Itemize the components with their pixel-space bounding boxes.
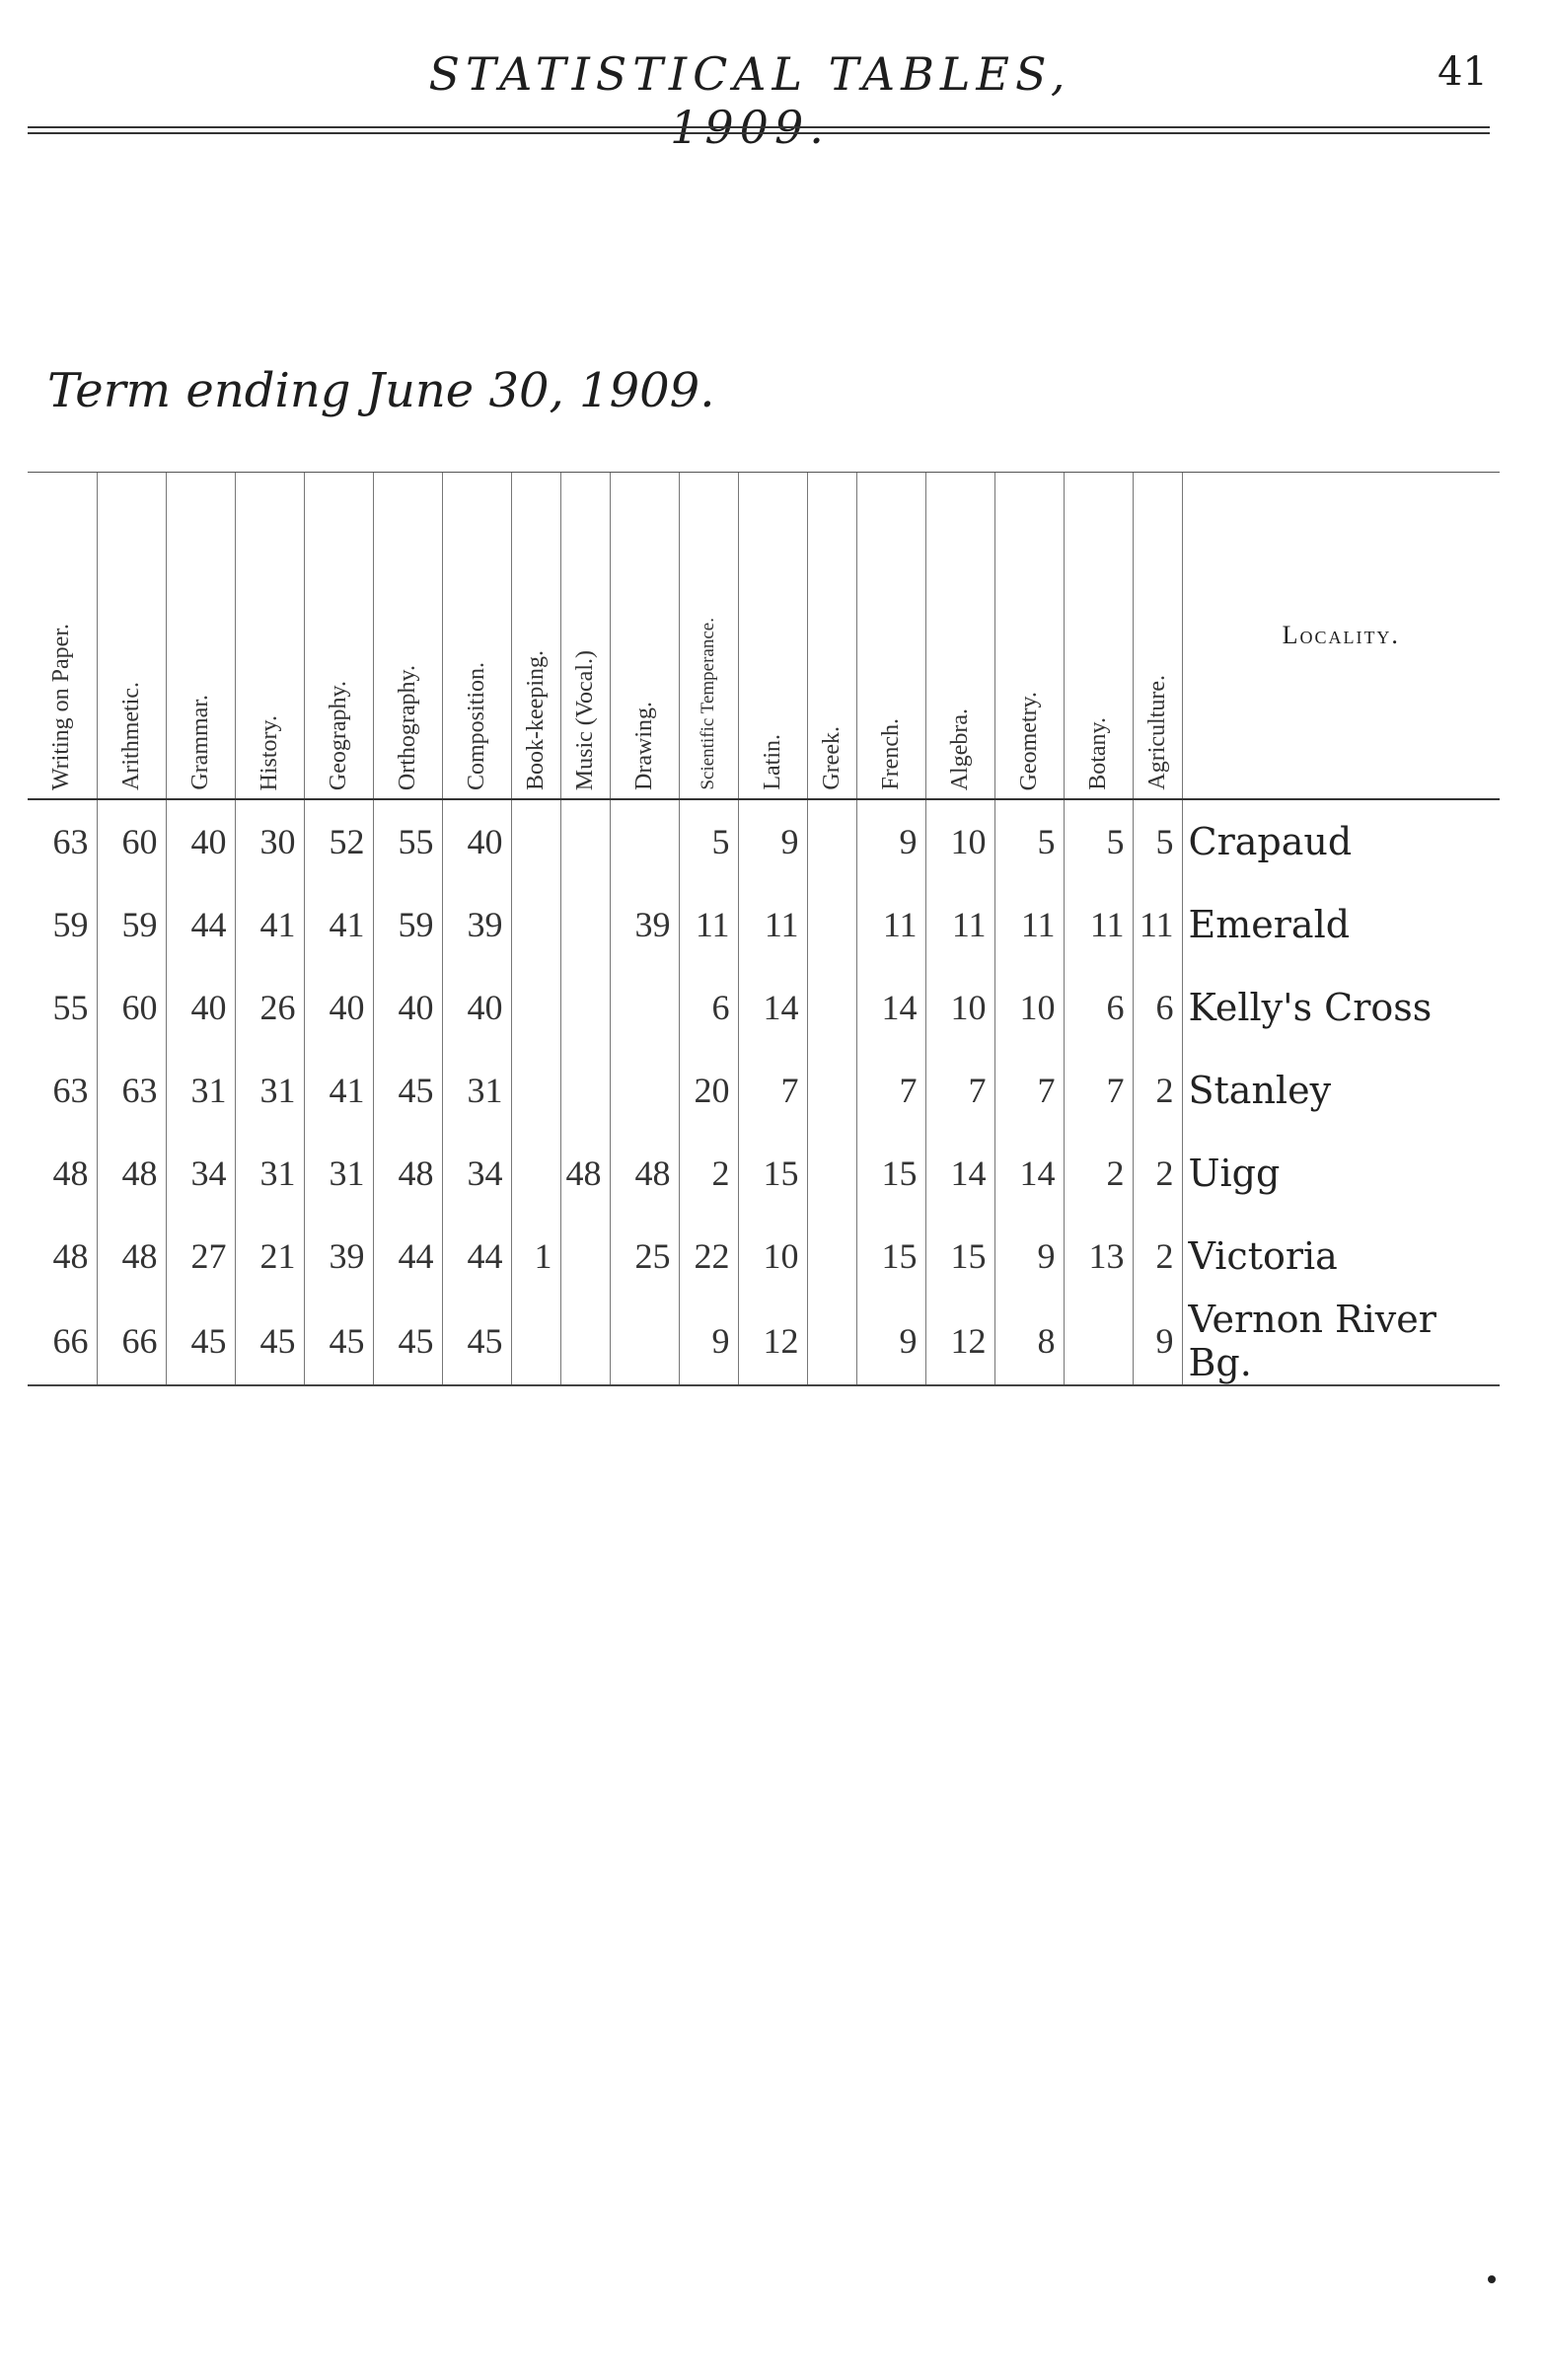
table-cell: 10 (925, 966, 994, 1049)
column-header-label: Drawing. (630, 702, 657, 790)
column-header (304, 473, 373, 800)
table-cell: 48 (52, 1153, 89, 1193)
statistics-table (28, 472, 1500, 1386)
table-cell: 25 (610, 1215, 679, 1298)
column-header (1133, 473, 1182, 800)
table-cell: 66 (97, 1298, 166, 1385)
table-cell: 31 (304, 1132, 373, 1215)
term-caption: Term ending June 30, 1909. (47, 363, 715, 418)
table-cell (610, 1049, 679, 1132)
table-header-row (28, 473, 1500, 800)
table-cell: 22 (679, 1215, 738, 1298)
table-cell: 40 (373, 966, 442, 1049)
table-cell: 27 (166, 1215, 235, 1298)
table-cell: 39 (304, 1215, 373, 1298)
table-cell (560, 1298, 610, 1385)
column-header (511, 473, 560, 800)
table-cell: 9 (1133, 1298, 1182, 1385)
table-cell: 60 (97, 966, 166, 1049)
table-cell (807, 966, 856, 1049)
table-cell: 11 (738, 883, 807, 966)
column-header (97, 473, 166, 800)
table-cell (807, 1132, 856, 1215)
table-cell: 39 (442, 883, 511, 966)
column-header (925, 473, 994, 800)
table-cell: 11 (856, 883, 925, 966)
table-cell: 12 (738, 1298, 807, 1385)
table-cell: 45 (166, 1298, 235, 1385)
column-header-label: Agriculture. (1143, 675, 1170, 790)
column-header-label: Algebra. (946, 707, 973, 790)
column-header-label: Latin. (759, 734, 785, 790)
table-cell: 45 (373, 1049, 442, 1132)
table-row (28, 1298, 1500, 1385)
table-cell: 34 (166, 1132, 235, 1215)
locality-header: Locality. (1182, 473, 1500, 800)
table-cell: 34 (442, 1132, 511, 1215)
table-cell: 44 (166, 883, 235, 966)
table-cell: 14 (994, 1132, 1064, 1215)
column-header-label: Orthography. (394, 664, 420, 790)
table-cell: 2 (679, 1132, 738, 1215)
table-cell: 2 (1064, 1132, 1133, 1215)
table-cell: 40 (166, 799, 235, 883)
table-cell: 15 (856, 1132, 925, 1215)
column-header-label: Composition. (463, 661, 489, 790)
table-cell: 41 (304, 883, 373, 966)
table-cell (807, 1215, 856, 1298)
table-cell: 9 (679, 1298, 738, 1385)
column-header (738, 473, 807, 800)
column-header-label: Music (Vocal.) (571, 649, 598, 790)
table-cell: 5 (679, 799, 738, 883)
table-cell: 14 (856, 966, 925, 1049)
table-cell: 59 (373, 883, 442, 966)
header-rule (28, 126, 1490, 128)
table-cell: 11 (994, 883, 1064, 966)
table-cell: 11 (1064, 883, 1133, 966)
column-header-label: Arithmetic. (117, 682, 144, 790)
table-cell: 55 (52, 988, 89, 1027)
table-cell: 48 (560, 1132, 610, 1215)
table-cell: 60 (97, 799, 166, 883)
table-cell: 20 (679, 1049, 738, 1132)
table-cell: 39 (610, 883, 679, 966)
table-cell: 59 (52, 905, 89, 944)
table-cell: 48 (97, 1215, 166, 1298)
table-cell: 14 (738, 966, 807, 1049)
column-header (856, 473, 925, 800)
table-cell: 41 (304, 1049, 373, 1132)
column-header-label: Book-keeping. (522, 650, 549, 790)
column-header (679, 473, 738, 800)
table-cell: 5 (994, 799, 1064, 883)
table-cell: 7 (1064, 1049, 1133, 1132)
table-cell: 2 (1133, 1132, 1182, 1215)
table-body (28, 799, 1500, 1385)
table-cell (807, 799, 856, 883)
table-cell: 48 (97, 1132, 166, 1215)
table-cell: 31 (235, 1132, 304, 1215)
table-cell: 10 (925, 799, 994, 883)
table-cell: 10 (994, 966, 1064, 1049)
table-cell (560, 883, 610, 966)
table-cell: 10 (738, 1215, 807, 1298)
table-row (28, 966, 1500, 1049)
column-header-label: Greek. (818, 726, 845, 790)
table-cell: 9 (856, 799, 925, 883)
table-cell (610, 966, 679, 1049)
table-cell: 40 (442, 966, 511, 1049)
table-cell (511, 799, 560, 883)
header-rule-secondary (28, 132, 1490, 134)
locality-cell: Stanley (1182, 1049, 1500, 1132)
column-header (373, 473, 442, 800)
table-cell: 6 (1133, 966, 1182, 1049)
table-cell: 45 (235, 1298, 304, 1385)
locality-cell: Crapaud (1182, 799, 1500, 883)
table-cell: 7 (994, 1049, 1064, 1132)
table-cell: 7 (856, 1049, 925, 1132)
column-header-label: History. (256, 714, 282, 790)
table-row (28, 1049, 1500, 1132)
table-cell: 44 (442, 1215, 511, 1298)
table-cell: 9 (738, 799, 807, 883)
table-cell: 59 (97, 883, 166, 966)
table-cell: 31 (442, 1049, 511, 1132)
locality-cell: Uigg (1182, 1132, 1500, 1215)
table-cell: 45 (442, 1298, 511, 1385)
locality-cell: Kelly's Cross (1182, 966, 1500, 1049)
column-header-label: Botany. (1084, 717, 1111, 790)
table-cell: 5 (1064, 799, 1133, 883)
table-cell: 7 (738, 1049, 807, 1132)
table-cell: 1 (511, 1215, 560, 1298)
table-cell: 63 (52, 822, 89, 861)
table-cell: 45 (304, 1298, 373, 1385)
table-cell: 15 (738, 1132, 807, 1215)
table-cell: 63 (52, 1071, 89, 1110)
table-cell (511, 966, 560, 1049)
locality-cell: Vernon River Bg. (1182, 1298, 1500, 1385)
table-cell: 48 (610, 1132, 679, 1215)
table-cell: 52 (304, 799, 373, 883)
table-cell (610, 1298, 679, 1385)
table-cell: 63 (97, 1049, 166, 1132)
locality-cell: Emerald (1182, 883, 1500, 966)
table-cell: 21 (235, 1215, 304, 1298)
table-cell: 15 (856, 1215, 925, 1298)
locality-cell: Victoria (1182, 1215, 1500, 1298)
table-cell: 26 (235, 966, 304, 1049)
table-cell: 41 (235, 883, 304, 966)
table-cell: 48 (373, 1132, 442, 1215)
table-cell: 40 (442, 799, 511, 883)
column-header-label: Writing on Paper. (48, 623, 75, 790)
table-row (28, 883, 1500, 966)
table-cell: 12 (925, 1298, 994, 1385)
column-header-label: Geometry. (1015, 691, 1042, 790)
table-cell: 45 (373, 1298, 442, 1385)
column-header (166, 473, 235, 800)
table-cell: 66 (28, 1298, 97, 1385)
table-cell: 5 (1133, 799, 1182, 883)
table-cell: 7 (925, 1049, 994, 1132)
table-cell: 6 (1064, 966, 1133, 1049)
table-cell (560, 1049, 610, 1132)
table-row (28, 1215, 1500, 1298)
table-cell (1064, 1298, 1133, 1385)
table-cell (807, 883, 856, 966)
column-header (235, 473, 304, 800)
table-cell: 31 (166, 1049, 235, 1132)
column-header (442, 473, 511, 800)
table-cell: 40 (166, 966, 235, 1049)
table-cell (560, 1215, 610, 1298)
table-cell: 11 (679, 883, 738, 966)
column-header (28, 473, 97, 800)
table-cell: 9 (994, 1215, 1064, 1298)
table-cell: 30 (235, 799, 304, 883)
table-cell: 8 (994, 1298, 1064, 1385)
table-cell: 31 (235, 1049, 304, 1132)
table-row (28, 799, 1500, 883)
table-cell (610, 799, 679, 883)
table-cell: 15 (925, 1215, 994, 1298)
ink-dot (1488, 2275, 1496, 2283)
table-cell: 48 (52, 1236, 89, 1276)
table-cell (511, 883, 560, 966)
column-header-label: Geography. (325, 680, 351, 790)
table-cell: 40 (304, 966, 373, 1049)
table-cell (807, 1049, 856, 1132)
table-cell (560, 966, 610, 1049)
table-cell: 6 (679, 966, 738, 1049)
table-cell: 14 (925, 1132, 994, 1215)
table-row (28, 1132, 1500, 1215)
table-cell: 2 (1133, 1049, 1182, 1132)
table-cell: 13 (1064, 1215, 1133, 1298)
table-cell: 55 (373, 799, 442, 883)
table-cell (511, 1298, 560, 1385)
page-header-title: STATISTICAL TABLES, 1909. (428, 47, 1071, 154)
page-number: 41 (1437, 49, 1488, 95)
column-header-label: Grammar. (186, 695, 213, 790)
table-cell: 2 (1133, 1215, 1182, 1298)
table-cell (511, 1132, 560, 1215)
column-header-label: French. (877, 718, 904, 790)
column-header (807, 473, 856, 800)
column-header (994, 473, 1064, 800)
column-header (610, 473, 679, 800)
table-cell: 9 (856, 1298, 925, 1385)
table-cell (807, 1298, 856, 1385)
column-header (1064, 473, 1133, 800)
table-cell: 44 (373, 1215, 442, 1298)
column-header (560, 473, 610, 800)
table-cell (511, 1049, 560, 1132)
column-header-label: Scientific Temperance. (698, 618, 718, 790)
table-cell: 11 (925, 883, 994, 966)
table-cell: 11 (1133, 883, 1182, 966)
table-cell (560, 799, 610, 883)
